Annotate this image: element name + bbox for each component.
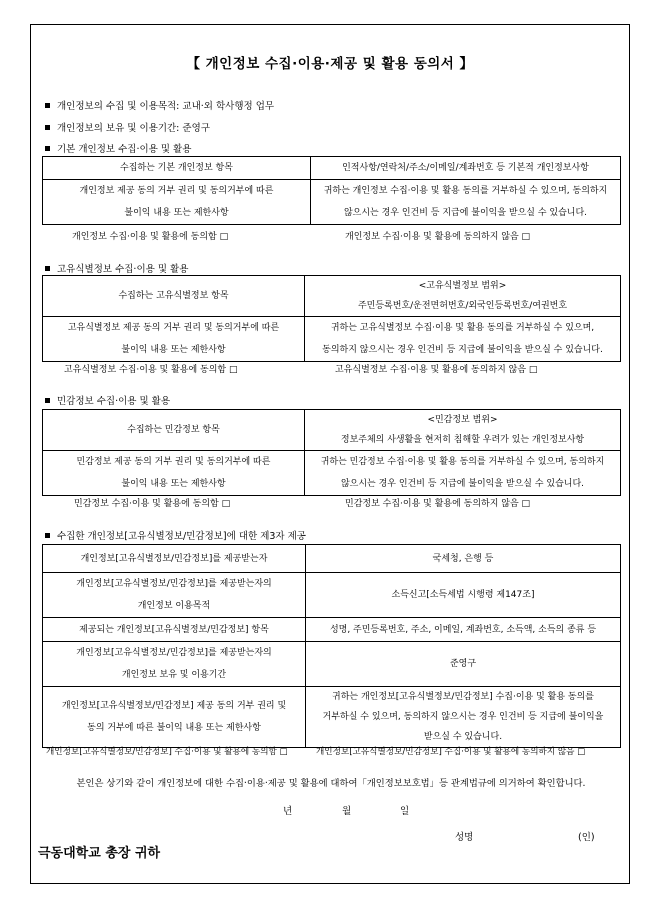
basic-disagree-checkbox[interactable]: 개인정보 수집·이용 및 활용에 동의하지 않음 □ <box>345 232 531 242</box>
date-month-label: 월 <box>342 806 352 817</box>
retention-label: 개인정보[고유식별정보/민감정보]를 제공받는자의 개인정보 보유 및 이용기간 <box>43 642 306 687</box>
unique-agree-checkbox[interactable]: 고유식별정보 수집·이용 및 활용에 동의함 □ <box>64 365 238 375</box>
unique-info-table <box>42 275 621 362</box>
retention-value: 준영구 <box>306 642 621 687</box>
sensitive-refusal-label: 민감정보 제공 동의 거부 권리 및 동의거부에 따른 불이익 내용 또는 제한사항 <box>43 451 305 496</box>
signature-name-label: 성명 <box>455 832 474 843</box>
date-year-label: 년 <box>283 806 293 817</box>
square-bullet-icon <box>45 398 50 403</box>
bullet-purpose: 개인정보의 수집 및 이용목적: 교내·외 학사행정 업무 <box>45 98 274 112</box>
third-party-table <box>42 544 621 748</box>
basic-refusal-label: 개인정보 제공 동의 거부 권리 및 동의거부에 따른 불이익 내용 또는 제한사항 <box>43 180 311 225</box>
unique-items-value: <고유식별정보 범위> 주민등록번호/운전면허번호/외국인등록번호/여권번호 <box>305 276 621 317</box>
square-bullet-icon <box>45 103 50 108</box>
basic-agree-checkbox[interactable]: 개인정보 수집·이용 및 활용에 동의함 □ <box>72 232 229 242</box>
basic-items-label: 수집하는 기본 개인정보 항목 <box>43 157 311 180</box>
sensitive-disagree-checkbox[interactable]: 민감정보 수집·이용 및 활용에 동의하지 않음 □ <box>345 499 531 509</box>
bullet-unique-info: 고유식별정보 수집·이용 및 활용 <box>45 261 188 275</box>
square-bullet-icon <box>45 125 50 130</box>
confirmation-statement: 본인은 상기와 같이 개인정보에 대한 수집·이용·제공 및 활용에 대하여「개인정보보호법」등 관계법규에 의거하여 확인합니다. <box>76 778 586 789</box>
basic-refusal-value: 귀하는 개인정보 수집·이용 및 활용 동의를 거부하실 수 있으며, 동의하지 않으시는 경우 인건비 등 지급에 불이익을 받으실 수 있습니다. <box>311 180 621 225</box>
provided-items-label: 제공되는 개인정보[고유식별정보/민감정보] 항목 <box>43 618 306 642</box>
third-refusal-label: 개인정보[고유식별정보/민감정보] 제공 동의 거부 권리 및 동의 거부에 따른 불이익 내용 또는 제한사항 <box>43 687 306 748</box>
third-refusal-value: 귀하는 개인정보[고유식별정보/민감정보] 수집·이용 및 활용 동의를 거부하실 수 있으며, 동의하지 않으시는 경우 인건비 등 지급에 불이익을 받으실 수 있습니다. <box>306 687 621 748</box>
square-bullet-icon <box>45 146 50 151</box>
signature-seal-label: (인) <box>578 832 595 843</box>
recipient-label: 개인정보[고유식별정보/민감정보]를 제공받는자 <box>43 545 306 573</box>
sensitive-agree-checkbox[interactable]: 민감정보 수집·이용 및 활용에 동의함 □ <box>74 499 231 509</box>
basic-items-value: 인적사항/연락처/주소/이메일/계좌번호 등 기본적 개인정보사항 <box>311 157 621 180</box>
sensitive-info-table <box>42 409 621 496</box>
addressee: 극동대학교 총장 귀하 <box>38 846 161 861</box>
bullet-basic-info: 기본 개인정보 수집·이용 및 활용 <box>45 141 191 155</box>
third-agree-checkbox[interactable]: 개인정보[고유식별정보/민감정보] 수집·이용 및 활용에 동의함 □ <box>46 747 288 757</box>
bullet-sensitive-info: 민감정보 수집·이용 및 활용 <box>45 393 170 407</box>
date-day-label: 일 <box>400 806 410 817</box>
sensitive-refusal-value: 귀하는 민감정보 수집·이용 및 활용 동의를 거부하실 수 있으며, 동의하지 않으시는 경우 인건비 등 지급에 불이익을 받으실 수 있습니다. <box>305 451 621 496</box>
purpose-value: 소득신고[소득세법 시행령 제147조] <box>306 573 621 618</box>
square-bullet-icon <box>45 533 50 538</box>
sensitive-items-label: 수집하는 민감정보 항목 <box>43 410 305 451</box>
basic-info-table <box>42 156 621 225</box>
recipient-value: 국세청, 은행 등 <box>306 545 621 573</box>
unique-items-label: 수집하는 고유식별정보 항목 <box>43 276 305 317</box>
provided-items-value: 성명, 주민등록번호, 주소, 이메일, 계좌번호, 소득액, 소득의 종류 등 <box>306 618 621 642</box>
square-bullet-icon <box>45 266 50 271</box>
unique-refusal-value: 귀하는 고유식별정보 수집·이용 및 활용 동의를 거부하실 수 있으며, 동의하지 않으시는 경우 인건비 등 지급에 불이익을 받으실 수 있습니다. <box>305 317 621 362</box>
third-disagree-checkbox[interactable]: 개인정보[고유식별정보/민감정보] 수집·이용 및 활용에 동의하지 않음 □ <box>316 747 586 757</box>
unique-disagree-checkbox[interactable]: 고유식별정보 수집·이용 및 활용에 동의하지 않음 □ <box>335 365 538 375</box>
unique-refusal-label: 고유식별정보 제공 동의 거부 권리 및 동의거부에 따른 불이익 내용 또는 제한사항 <box>43 317 305 362</box>
sensitive-items-value: <민감정보 범위> 정보주체의 사생활을 현저히 침해할 우려가 있는 개인정보사항 <box>305 410 621 451</box>
bullet-third-party: 수집한 개인정보[고유식별정보/민감정보]에 대한 제3자 제공 <box>45 528 306 542</box>
bullet-retention: 개인정보의 보유 및 이용기간: 준영구 <box>45 120 210 134</box>
purpose-label: 개인정보[고유식별정보/민감정보]를 제공받는자의 개인정보 이용목적 <box>43 573 306 618</box>
form-title: 【 개인정보 수집·이용·제공 및 활용 동의서 】 <box>186 56 474 72</box>
